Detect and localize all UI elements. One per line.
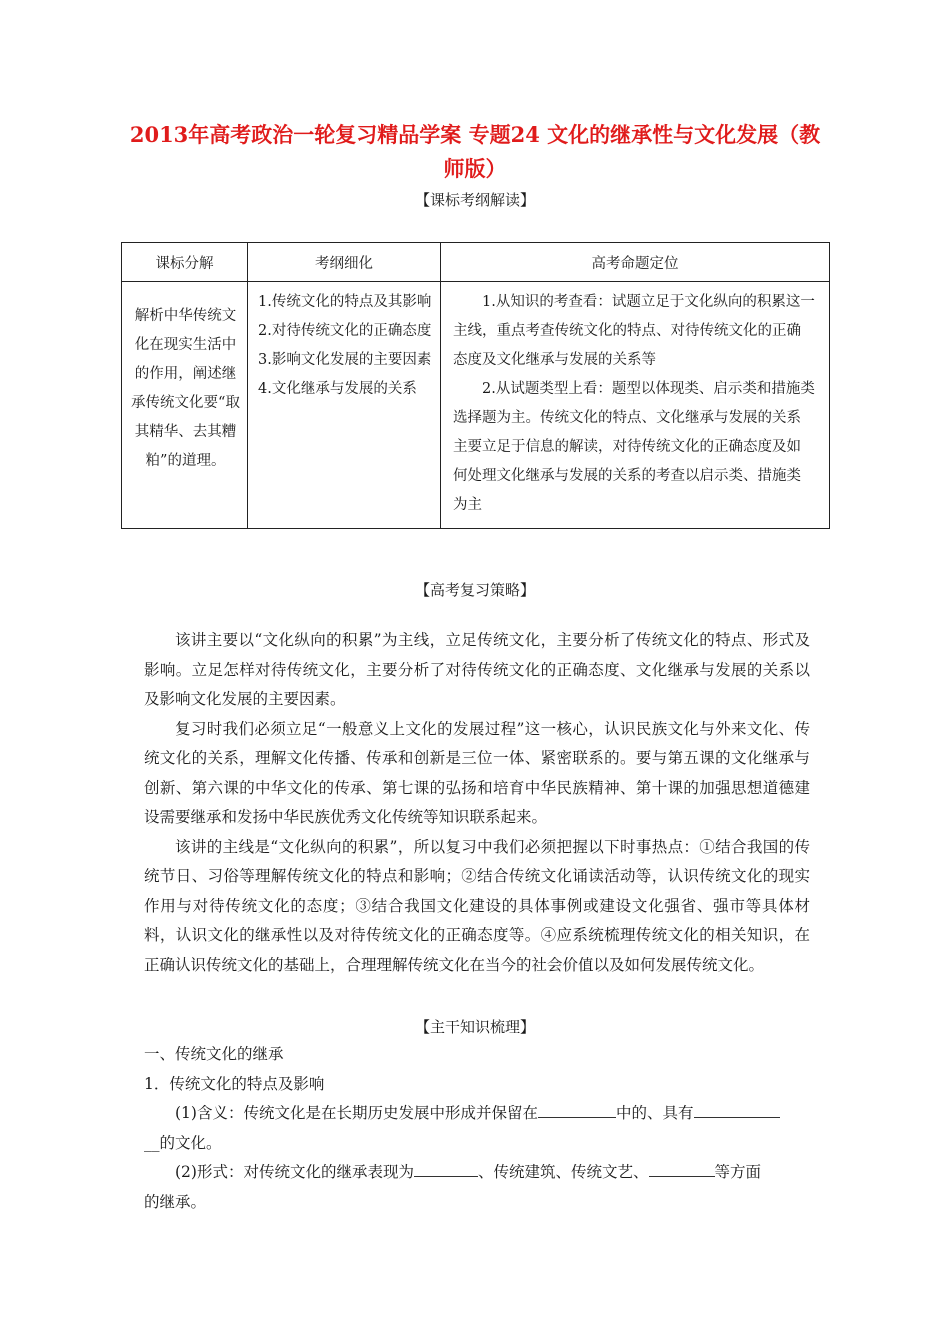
form-text-b: 、传统建筑、传统文艺、	[477, 1163, 649, 1181]
table-header-row	[122, 243, 830, 282]
knowledge-body	[144, 1040, 810, 1217]
form-text-c: 等方面	[714, 1163, 762, 1181]
definition-label: (1)含义：	[175, 1104, 244, 1122]
fill-blank[interactable]	[694, 1101, 780, 1118]
standard-cell	[122, 282, 248, 529]
form-continuation: 的继承。	[144, 1192, 207, 1211]
positioning-item: 2.从试题类型上看：题型以体现类、启示类和措施类选择题为主。传统文化的特点、文化继承与发展的关系主要立足于信息的解读，对待传统文化的正确态度及如何处理文化继承与发展的关系的考查以启示类、措施类为主	[453, 381, 815, 513]
fill-blank[interactable]	[538, 1101, 616, 1118]
detail-item: 3.影响文化发展的主要因素	[258, 352, 432, 368]
column-header-details: 考纲细化	[248, 243, 441, 282]
form-item	[144, 1158, 810, 1188]
column-header-standard: 课标分解	[122, 243, 248, 282]
strategy-heading: 【高考复习策略】	[414, 581, 535, 599]
definition-text-c: 的文化。	[159, 1133, 222, 1152]
fill-blank[interactable]	[649, 1160, 715, 1177]
fill-blank[interactable]	[414, 1160, 478, 1177]
definition-text-a: 传统文化是在长期历史发展中形成并保留在	[243, 1104, 538, 1122]
knowledge-heading: 【主干知识梳理】	[414, 1018, 535, 1036]
detail-item: 1.传统文化的特点及其影响	[258, 294, 432, 310]
detail-item: 2.对待传统文化的正确态度	[258, 323, 432, 339]
fill-blank-short[interactable]: __	[144, 1133, 160, 1152]
standard-text: 解析中华传统文化在现实生活中的作用，阐述继承传统文化要“取其精华、去其糟粕”的道理。	[131, 308, 240, 469]
document-title: 2013年高考政治一轮复习精品学案 专题24 文化的继承性与文化发展（教师版）	[129, 122, 821, 181]
form-text-a: 对传统文化的继承表现为	[243, 1163, 414, 1181]
strategy-paragraph: 该讲主要以“文化纵向的积累”为主线，立足传统文化，主要分析了传统文化的特点、形式及影响。立足怎样对待传统文化，主要分析了对待传统文化的正确态度、文化继承与发展的关系以及影响文化发展的主要因素。	[144, 631, 810, 708]
positioning-cell	[441, 282, 830, 529]
subsection-heading: 1．传统文化的特点及影响	[144, 1074, 325, 1093]
section-heading: 一、传统文化的继承	[144, 1045, 284, 1063]
strategy-paragraph: 该讲的主线是“文化纵向的积累”，所以复习中我们必须把握以下时事热点：①结合我国的传统节日、习俗等理解传统文化的特点和影响；②结合传统文化诵读活动等，认识传统文化的现实作用与对待传统文化的态度；③结合我国文化建设的具体事例或建设文化强省、强市等具体材料，认识文化的继承性以及对待传统文化的正确态度等。④应系统梳理传统文化的相关知识，在正确认识传统文化的基础上，合理理解传统文化在当今的社会价值以及如何发展传统文化。	[144, 837, 810, 974]
table-row	[122, 282, 830, 529]
curriculum-table	[121, 242, 830, 529]
details-cell	[248, 282, 441, 529]
detail-item: 4.文化继承与发展的关系	[258, 381, 417, 397]
strategy-body	[144, 626, 810, 980]
definition-text-b: 中的、具有	[615, 1104, 694, 1122]
positioning-item: 1.从知识的考查看：试题立足于文化纵向的积累这一主线，重点考查传统文化的特点、对待传统文化的正确态度及文化继承与发展的关系等	[453, 294, 815, 368]
curriculum-heading: 【课标考纲解读】	[414, 191, 535, 209]
column-header-positioning: 高考命题定位	[441, 243, 830, 282]
definition-item	[144, 1099, 810, 1129]
form-label: (2)形式：	[175, 1163, 244, 1181]
strategy-paragraph: 复习时我们必须立足“一般意义上文化的发展过程”这一核心，认识民族文化与外来文化、传统文化的关系，理解文化传播、传承和创新是三位一体、紧密联系的。要与第五课的文化继承与创新、第六课的中华文化的传承、第七课的弘扬和培育中华民族精神、第十课的加强思想道德建设需要继承和发扬中华民族优秀文化传统等知识联系起来。	[144, 719, 810, 826]
definition-continuation	[144, 1129, 810, 1159]
